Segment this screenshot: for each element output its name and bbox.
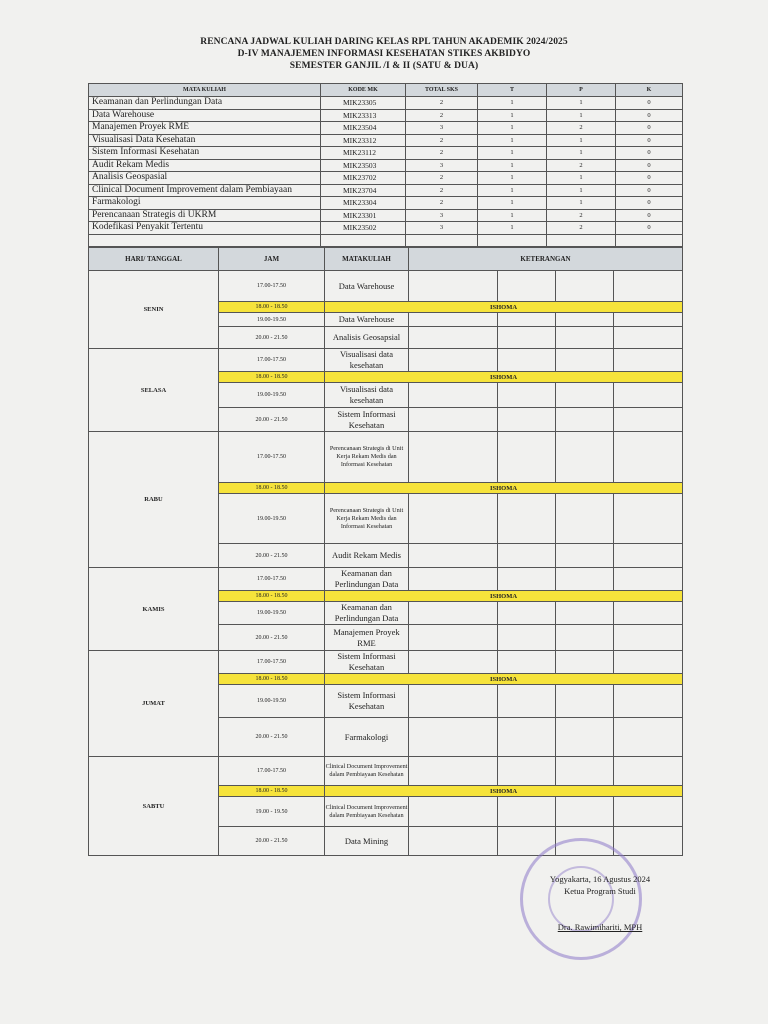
day-selasa: SELASA [89, 349, 219, 432]
keterangan-cell [614, 327, 683, 349]
course-t: 1 [478, 97, 547, 110]
header-jam: JAM [219, 248, 325, 271]
keterangan-cell [409, 327, 498, 349]
keterangan-cell [409, 313, 498, 327]
course-p: 1 [547, 172, 616, 185]
keterangan-cell [556, 625, 614, 651]
course-cell: Data Warehouse [325, 313, 409, 327]
signature-place-date: Yogyakarta, 16 Agustus 2024 [549, 874, 651, 884]
keterangan-cell [498, 685, 556, 718]
header-line-3: SEMESTER GANJIL /I & II (SATU & DUA) [289, 61, 479, 71]
course-code: MIK23313 [321, 109, 406, 122]
keterangan-cell [614, 544, 683, 568]
header-mata-kuliah: MATA KULIAH [89, 84, 321, 97]
keterangan-cell [556, 327, 614, 349]
keterangan-cell [614, 349, 683, 372]
course-code: MIK23504 [321, 122, 406, 135]
header-keterangan: KETERANGAN [409, 248, 683, 271]
course-p: 1 [547, 97, 616, 110]
ishoma-label: ISHOMA [325, 372, 683, 383]
course-k: 0 [616, 209, 683, 222]
keterangan-cell [556, 544, 614, 568]
keterangan-cell [409, 797, 498, 827]
time-slot: 20.00 - 21.50 [219, 408, 325, 432]
keterangan-cell [614, 625, 683, 651]
time-slot: 19.00-19.50 [219, 383, 325, 408]
header-hari-tanggal: HARI/ TANGGAL [89, 248, 219, 271]
course-p: 1 [547, 184, 616, 197]
course-k: 0 [616, 97, 683, 110]
course-cell: Sistem Informasi Kesehatan [325, 651, 409, 674]
keterangan-cell [409, 651, 498, 674]
course-t: 1 [478, 147, 547, 160]
keterangan-cell [409, 827, 498, 856]
keterangan-cell [409, 408, 498, 432]
course-t: 1 [478, 172, 547, 185]
keterangan-cell [614, 718, 683, 757]
schedule-table-header [89, 248, 683, 271]
header-line-1: RENCANA JADWAL KULIAH DARING KELAS RPL TAHUN AKADEMIK 2024/2025 [200, 37, 568, 47]
schedule-table [88, 247, 683, 856]
course-total-sks: 2 [406, 197, 478, 210]
course-cell: Clinical Document Improvement dalam Pembiayaan Kesehatan [325, 757, 409, 786]
keterangan-cell [409, 625, 498, 651]
keterangan-cell [498, 602, 556, 625]
course-row [89, 222, 683, 235]
keterangan-cell [556, 718, 614, 757]
keterangan-cell [556, 651, 614, 674]
keterangan-cell [614, 271, 683, 302]
time-slot: 18.00 - 18.50 [219, 483, 325, 494]
keterangan-cell [556, 408, 614, 432]
course-cell: Keamanan dan Perlindungan Data [325, 568, 409, 591]
course-t: 1 [478, 109, 547, 122]
course-p: 2 [547, 159, 616, 172]
schedule-row [89, 757, 683, 786]
header-k: K [616, 84, 683, 97]
schedule-row [89, 432, 683, 483]
time-slot: 19.00-19.50 [219, 313, 325, 327]
keterangan-cell [614, 827, 683, 856]
time-slot: 17.00-17.50 [219, 349, 325, 372]
course-name: Keamanan dan Perlindungan Data [89, 97, 321, 110]
keterangan-cell [556, 271, 614, 302]
keterangan-cell [498, 651, 556, 674]
course-cell: Clinical Document Improvement dalam Pembiayaan Kesehatan [325, 797, 409, 827]
course-name: Farmakologi [89, 197, 321, 210]
course-cell: Perencanaan Strategis di Unit Kerja Rekam Medis dan Informasi Kesehatan [325, 432, 409, 483]
course-code: MIK23305 [321, 97, 406, 110]
course-t: 1 [478, 184, 547, 197]
keterangan-cell [556, 685, 614, 718]
course-row [89, 109, 683, 122]
course-total-sks: 2 [406, 109, 478, 122]
course-t: 1 [478, 209, 547, 222]
keterangan-cell [409, 757, 498, 786]
course-k: 0 [616, 122, 683, 135]
keterangan-cell [614, 568, 683, 591]
course-total-sks: 2 [406, 172, 478, 185]
time-slot: 18.00 - 18.50 [219, 786, 325, 797]
keterangan-cell [614, 602, 683, 625]
time-slot: 18.00 - 18.50 [219, 591, 325, 602]
time-slot: 19.00-19.50 [219, 602, 325, 625]
time-slot: 18.00 - 18.50 [219, 302, 325, 313]
time-slot: 17.00-17.50 [219, 568, 325, 591]
course-total-sks: 2 [406, 184, 478, 197]
course-t: 1 [478, 222, 547, 235]
keterangan-cell [556, 602, 614, 625]
time-slot: 20.00 - 21.50 [219, 327, 325, 349]
header-line-2: D-IV MANAJEMEN INFORMASI KESEHATAN STIKES AKBIDYO [237, 49, 531, 59]
course-cell: Analisis Geosapsial [325, 327, 409, 349]
time-slot: 19.00-19.50 [219, 685, 325, 718]
keterangan-cell [614, 685, 683, 718]
course-code: MIK23704 [321, 184, 406, 197]
course-row [89, 122, 683, 135]
course-table-header [89, 84, 683, 97]
ishoma-label: ISHOMA [325, 591, 683, 602]
keterangan-cell [614, 651, 683, 674]
course-total-sks: 2 [406, 134, 478, 147]
course-name: Perencanaan Strategis di UKRM [89, 209, 321, 222]
course-k: 0 [616, 109, 683, 122]
keterangan-cell [498, 568, 556, 591]
course-k: 0 [616, 222, 683, 235]
keterangan-cell [409, 432, 498, 483]
time-slot: 18.00 - 18.50 [219, 372, 325, 383]
ishoma-label: ISHOMA [325, 483, 683, 494]
course-table [88, 83, 683, 247]
header-kode-mk: KODE MK [321, 84, 406, 97]
course-row [89, 209, 683, 222]
course-code: MIK23112 [321, 147, 406, 160]
time-slot: 19.00-19.50 [219, 494, 325, 544]
course-name: Visualisasi Data Kesehatan [89, 134, 321, 147]
keterangan-cell [556, 568, 614, 591]
course-k: 0 [616, 134, 683, 147]
course-name: Kodefikasi Penyakit Tertentu [89, 222, 321, 235]
keterangan-cell [498, 383, 556, 408]
course-cell: Keamanan dan Perlindungan Data [325, 602, 409, 625]
course-k: 0 [616, 147, 683, 160]
keterangan-cell [498, 494, 556, 544]
document-header [0, 36, 768, 72]
time-slot: 20.00 - 21.50 [219, 718, 325, 757]
ishoma-label: ISHOMA [325, 786, 683, 797]
course-p: 2 [547, 122, 616, 135]
course-total-sks: 3 [406, 159, 478, 172]
keterangan-cell [409, 271, 498, 302]
course-cell: Visualisasi data kesehatan [325, 349, 409, 372]
course-name: Audit Rekam Medis [89, 159, 321, 172]
course-cell: Manajemen Proyek RME [325, 625, 409, 651]
keterangan-cell [556, 757, 614, 786]
keterangan-cell [498, 757, 556, 786]
blank-cell [406, 234, 478, 247]
keterangan-cell [409, 349, 498, 372]
blank-cell [616, 234, 683, 247]
keterangan-cell [498, 797, 556, 827]
course-code: MIK23312 [321, 134, 406, 147]
course-row [89, 197, 683, 210]
course-row [89, 184, 683, 197]
course-cell: Farmakologi [325, 718, 409, 757]
keterangan-cell [614, 757, 683, 786]
keterangan-cell [409, 685, 498, 718]
time-slot: 17.00-17.50 [219, 757, 325, 786]
keterangan-cell [614, 383, 683, 408]
course-cell: Visualisasi data kesehatan [325, 383, 409, 408]
header-total-sks: TOTAL SKS [406, 84, 478, 97]
keterangan-cell [556, 494, 614, 544]
schedule-row [89, 349, 683, 372]
day-rabu: RABU [89, 432, 219, 568]
keterangan-cell [614, 408, 683, 432]
course-t: 1 [478, 122, 547, 135]
time-slot: 20.00 - 21.50 [219, 625, 325, 651]
ishoma-label: ISHOMA [325, 302, 683, 313]
course-row [89, 159, 683, 172]
course-code: MIK23503 [321, 159, 406, 172]
course-name: Clinical Document Improvement dalam Pembiayaan [89, 184, 321, 197]
course-total-sks: 2 [406, 97, 478, 110]
course-k: 0 [616, 172, 683, 185]
course-t: 1 [478, 134, 547, 147]
keterangan-cell [409, 544, 498, 568]
day-jumat: JUMAT [89, 651, 219, 757]
course-p: 1 [547, 109, 616, 122]
keterangan-cell [409, 494, 498, 544]
keterangan-cell [556, 797, 614, 827]
course-total-sks: 3 [406, 209, 478, 222]
header-matakuliah: MATAKULIAH [325, 248, 409, 271]
schedule-row [89, 568, 683, 591]
course-cell: Perencanaan Strategis di Unit Kerja Rekam Medis dan Informasi Kesehatan [325, 494, 409, 544]
course-name: Analisis Geospasial [89, 172, 321, 185]
course-total-sks: 3 [406, 222, 478, 235]
time-slot: 17.00-17.50 [219, 271, 325, 302]
course-row [89, 172, 683, 185]
keterangan-cell [409, 718, 498, 757]
course-name: Sistem Informasi Kesehatan [89, 147, 321, 160]
course-total-sks: 2 [406, 147, 478, 160]
header-p: P [547, 84, 616, 97]
keterangan-cell [498, 271, 556, 302]
course-cell: Data Mining [325, 827, 409, 856]
ishoma-label: ISHOMA [325, 674, 683, 685]
keterangan-cell [498, 625, 556, 651]
blank-cell [547, 234, 616, 247]
time-slot: 19.00 - 19.50 [219, 797, 325, 827]
course-code: MIK23702 [321, 172, 406, 185]
course-name: Data Warehouse [89, 109, 321, 122]
course-t: 1 [478, 159, 547, 172]
course-p: 2 [547, 209, 616, 222]
course-cell: Sistem Informasi Kesehatan [325, 685, 409, 718]
keterangan-cell [556, 313, 614, 327]
course-cell: Audit Rekam Medis [325, 544, 409, 568]
course-row [89, 97, 683, 110]
schedule-row [89, 651, 683, 674]
day-kamis: KAMIS [89, 568, 219, 651]
keterangan-cell [498, 313, 556, 327]
course-p: 1 [547, 134, 616, 147]
course-p: 1 [547, 147, 616, 160]
blank-cell [478, 234, 547, 247]
keterangan-cell [498, 349, 556, 372]
keterangan-cell [556, 432, 614, 483]
course-name: Manajemen Proyek RME [89, 122, 321, 135]
signature-role: Ketua Program Studi [564, 886, 636, 896]
course-t: 1 [478, 197, 547, 210]
course-code: MIK23502 [321, 222, 406, 235]
day-sabtu: SABTU [89, 757, 219, 856]
blank-cell [321, 234, 406, 247]
time-slot: 17.00-17.50 [219, 432, 325, 483]
time-slot: 17.00-17.50 [219, 651, 325, 674]
header-t: T [478, 84, 547, 97]
course-p: 2 [547, 222, 616, 235]
course-k: 0 [616, 184, 683, 197]
course-p: 1 [547, 197, 616, 210]
course-total-sks: 3 [406, 122, 478, 135]
time-slot: 20.00 - 21.50 [219, 544, 325, 568]
blank-cell [89, 234, 321, 247]
keterangan-cell [614, 494, 683, 544]
schedule-row [89, 271, 683, 302]
course-row [89, 147, 683, 160]
time-slot: 20.00 - 21.50 [219, 827, 325, 856]
signature-block [520, 873, 680, 933]
course-code: MIK23304 [321, 197, 406, 210]
day-senin: SENIN [89, 271, 219, 349]
keterangan-cell [614, 432, 683, 483]
signature-name: Dra. Rawimihariti, MPH [557, 922, 643, 932]
course-cell: Data Warehouse [325, 271, 409, 302]
keterangan-cell [409, 568, 498, 591]
keterangan-cell [556, 349, 614, 372]
course-cell: Sistem Informasi Kesehatan [325, 408, 409, 432]
course-row-blank [89, 234, 683, 247]
course-row [89, 134, 683, 147]
keterangan-cell [498, 432, 556, 483]
keterangan-cell [498, 408, 556, 432]
keterangan-cell [614, 313, 683, 327]
course-k: 0 [616, 197, 683, 210]
keterangan-cell [556, 383, 614, 408]
keterangan-cell [614, 797, 683, 827]
keterangan-cell [498, 544, 556, 568]
time-slot: 18.00 - 18.50 [219, 674, 325, 685]
course-code: MIK23301 [321, 209, 406, 222]
keterangan-cell [409, 383, 498, 408]
keterangan-cell [498, 327, 556, 349]
course-k: 0 [616, 159, 683, 172]
keterangan-cell [498, 718, 556, 757]
keterangan-cell [409, 602, 498, 625]
